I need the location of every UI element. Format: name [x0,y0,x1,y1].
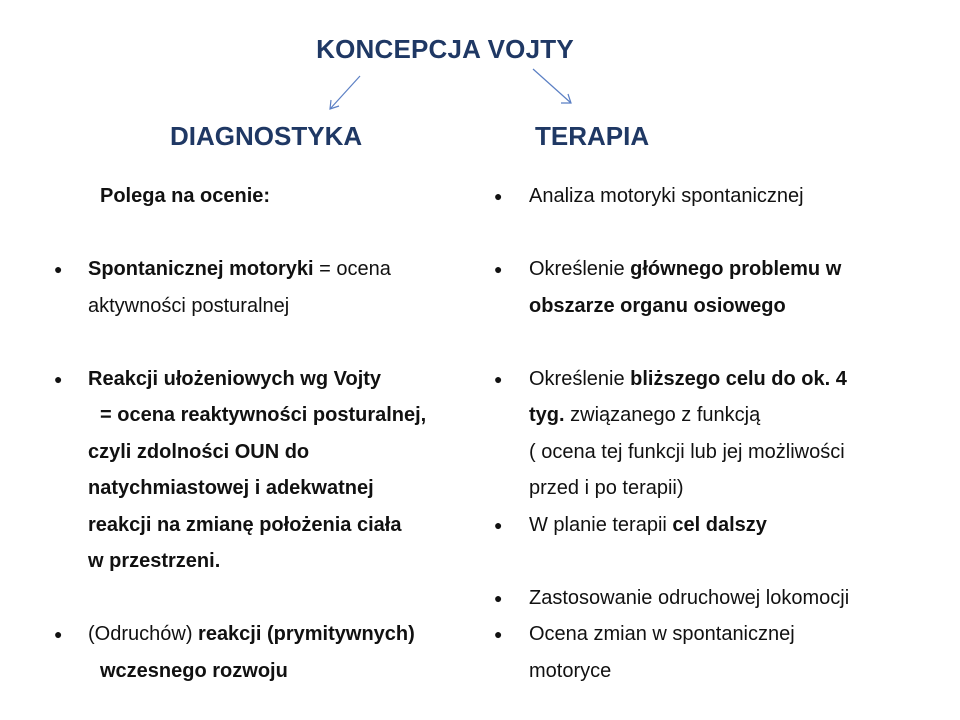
therapy-item-6 [494,616,954,653]
therapy-item-5 [494,580,954,617]
heading-therapy: TERAPIA [535,121,650,151]
therapy-item-5-text: Zastosowanie odruchowej lokomocji [529,586,850,609]
bullet-icon: ● [54,370,63,387]
therapy-item-2 [494,251,954,288]
item-1-rest: = ocena [313,258,391,280]
diagnostics-column [54,178,494,689]
therapy-item-6-cont: motoryce [529,659,612,682]
therapy-item-3-line-2-rest: związanego z funkcją [564,404,761,426]
therapy-item-3-line-4: przed i po terapii) [529,477,684,499]
arrow-right-head [561,94,571,103]
bullet-icon: ● [494,516,503,533]
therapy-item-4 [494,507,954,544]
bullet-icon: ● [54,261,63,277]
item-3-bold: reakcji (prymitywnych) [198,623,415,645]
bullet-icon: ● [494,626,503,642]
arrow-left-head [330,100,339,109]
diagnostics-intro [54,178,494,215]
arrow-right [533,69,571,103]
item-2-line-6-text: w przestrzeni. [88,550,221,572]
diagnostics-item-2-line-6 [54,543,494,580]
diagnostics-item-3-cont [54,653,494,690]
diagnostics-item-3 [54,616,494,653]
diagnostics-item-2-line-5 [54,507,494,544]
therapy-item-4-bold: cel dalszy [672,513,767,536]
therapy-item-3-bold: bliższego celu do ok. 4 [630,367,847,390]
therapy-item-1-text: Analiza motoryki spontanicznej [529,185,804,207]
intro-text: Polega na ocenie: [100,185,271,207]
diagnostics-item-2-line-4 [54,470,494,507]
diagnostics-item-2 [54,361,494,398]
therapy-item-2-bold: głównego problemu w [630,258,842,280]
item-2-line-2-text: = ocena reaktywności posturalnej, [100,404,427,426]
diagnostics-item-2-line-3 [54,434,494,471]
item-2-line-3-text: czyli zdolności OUN do [88,440,310,463]
item-2-line-5-text: reakcji na zmianę położenia ciała [88,513,402,536]
item-2-line-1: Reakcji ułożeniowych wg Vojty [88,367,382,390]
bullet-icon: ● [494,589,503,606]
therapy-item-3-plain: Określenie [529,367,631,390]
item-2-line-4-text: natychmiastowej i adekwatnej [88,477,374,499]
bullet-icon: ● [54,626,63,642]
diagnostics-item-2-line-2 [54,397,494,434]
therapy-item-2-cont [494,288,954,325]
heading-diagnostics: DIAGNOSTYKA [170,121,363,151]
therapy-item-1 [494,178,954,215]
item-3-line-2-text: wczesnego rozwoju [100,659,288,682]
therapy-item-2-line-2-text: obszarze organu osiowego [529,294,786,317]
therapy-item-3-line-2 [494,397,954,434]
therapy-item-6-text: Ocena zmian w spontanicznej [529,623,795,645]
diagnostics-item-1-cont: aktywności posturalnej [88,294,290,317]
item-3-plain: (Odruchów) [88,623,199,645]
therapy-item-3-line-3: ( ocena tej funkcji lub jej możliwości [529,440,845,463]
bullet-icon: ● [494,261,503,277]
page-title: KONCEPCJA VOJTY [316,34,574,64]
therapy-item-3-line-2-bold: tyg. [529,404,565,426]
therapy-item-3 [494,361,954,398]
therapy-column [494,178,954,689]
bullet-icon: ● [494,188,503,204]
item-1-bold: Spontanicznej motoryki [88,258,314,280]
diagnostics-item-1 [54,251,494,288]
arrow-left [330,76,360,109]
bullet-icon: ● [494,370,503,387]
therapy-item-2-plain: Określenie [529,258,631,280]
therapy-item-4-plain: W planie terapii [529,513,673,536]
